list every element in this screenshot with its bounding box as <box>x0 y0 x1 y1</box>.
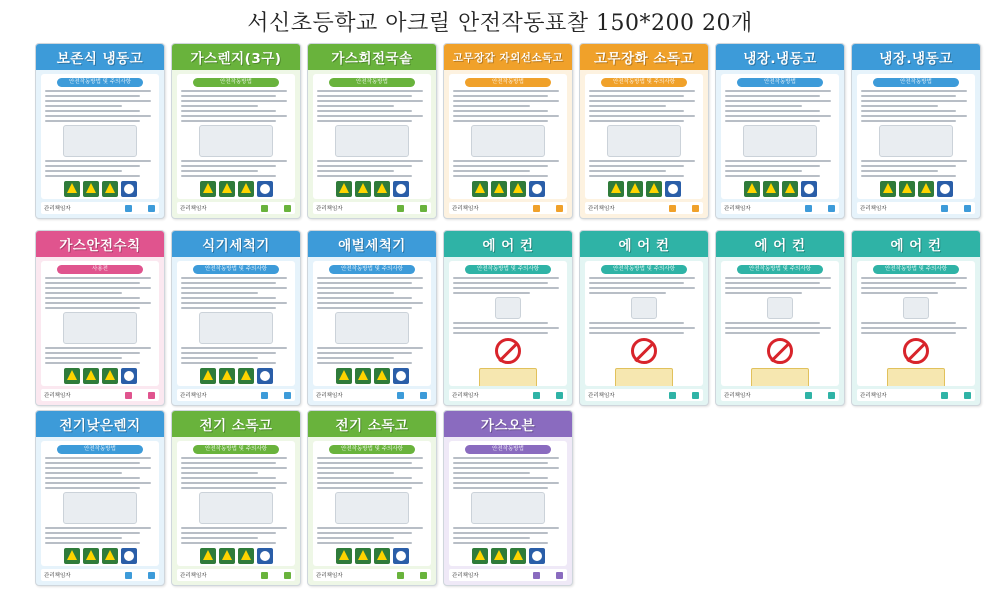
manager-square-primary <box>261 205 268 212</box>
section-label: 안전작동방법 <box>737 78 823 87</box>
manager-label: 관리책임자 <box>724 206 751 212</box>
section-label: 안전작동방법 <box>329 78 415 87</box>
manager-bar <box>177 202 295 214</box>
safety-icon-row <box>45 368 155 384</box>
equipment-illustration <box>335 492 409 524</box>
hazard-warning-icon <box>83 181 99 197</box>
sign-body <box>721 74 839 199</box>
aircon-illustration <box>767 297 793 319</box>
manager-label: 관리책임자 <box>588 393 615 399</box>
manager-bar <box>41 569 159 581</box>
manager-square-secondary <box>284 572 291 579</box>
sign-title: 에 어 컨 <box>716 231 844 257</box>
safety-icon-row <box>181 368 291 384</box>
manager-square-primary <box>533 572 540 579</box>
manager-square-secondary <box>828 205 835 212</box>
manager-label: 관리책임자 <box>180 573 207 579</box>
manager-square-secondary <box>148 392 155 399</box>
hazard-warning-icon <box>782 181 798 197</box>
hazard-warning-icon <box>238 548 254 564</box>
mandatory-action-icon <box>529 548 545 564</box>
sign-title: 에 어 컨 <box>444 231 572 257</box>
manager-bar <box>721 389 839 401</box>
safety-icon-row <box>45 548 155 564</box>
section-label: 안전작동방법 <box>873 78 959 87</box>
safety-sign-card <box>443 230 573 406</box>
safety-sign-card <box>35 410 165 586</box>
hazard-warning-icon <box>491 548 507 564</box>
mandatory-action-icon <box>257 181 273 197</box>
mandatory-action-icon <box>121 368 137 384</box>
equipment-illustration <box>879 125 953 157</box>
manager-square-primary <box>805 205 812 212</box>
manager-bar <box>41 202 159 214</box>
manager-label: 관리책임자 <box>452 573 479 579</box>
mandatory-action-icon <box>665 181 681 197</box>
sign-title: 전기 소독고 <box>172 411 300 437</box>
section-label: 안전작동방법 및 주의사항 <box>193 445 279 454</box>
manager-label: 관리책임자 <box>44 573 71 579</box>
equipment-illustration <box>607 125 681 157</box>
sign-body <box>313 74 431 199</box>
manager-bar <box>177 569 295 581</box>
hazard-warning-icon <box>200 368 216 384</box>
hazard-warning-icon <box>219 368 235 384</box>
safety-icon-row <box>181 181 291 197</box>
manager-label: 관리책임자 <box>44 206 71 212</box>
hazard-warning-icon <box>219 548 235 564</box>
manager-bar <box>857 389 975 401</box>
sign-title: 에 어 컨 <box>852 231 980 257</box>
equipment-illustration <box>743 125 817 157</box>
section-label: 안전작동방법 및 주의사항 <box>57 78 143 87</box>
manager-square-secondary <box>828 392 835 399</box>
sign-title: 전기낮은렌지 <box>36 411 164 437</box>
manager-square-secondary <box>692 392 699 399</box>
section-label: 안전작동방법 <box>57 445 143 454</box>
section-label: 안전작동방법 및 주의사항 <box>601 78 687 87</box>
manager-square-secondary <box>284 392 291 399</box>
hazard-warning-icon <box>608 181 624 197</box>
hazard-warning-icon <box>374 181 390 197</box>
warning-box <box>887 368 945 386</box>
hazard-warning-icon <box>374 368 390 384</box>
mandatory-action-icon <box>121 181 137 197</box>
hazard-warning-icon <box>472 181 488 197</box>
sign-body <box>177 441 295 566</box>
hazard-warning-icon <box>336 368 352 384</box>
sign-title: 가스오븐 <box>444 411 572 437</box>
prohibition-icon <box>631 338 657 364</box>
mandatory-action-icon <box>937 181 953 197</box>
safety-icon-row <box>317 368 427 384</box>
warning-box <box>615 368 673 386</box>
manager-square-primary <box>397 205 404 212</box>
manager-bar <box>449 389 567 401</box>
section-label: 안전작동방법 <box>465 445 551 454</box>
mandatory-action-icon <box>257 548 273 564</box>
manager-square-primary <box>125 572 132 579</box>
section-label: 안전작동방법 및 주의사항 <box>329 445 415 454</box>
manager-square-primary <box>941 392 948 399</box>
aircon-illustration <box>495 297 521 319</box>
manager-label: 관리책임자 <box>588 206 615 212</box>
sign-title: 애벌세척기 <box>308 231 436 257</box>
manager-square-secondary <box>420 572 427 579</box>
equipment-illustration <box>199 125 273 157</box>
safety-sign-card <box>715 230 845 406</box>
mandatory-action-icon <box>121 548 137 564</box>
equipment-illustration <box>63 492 137 524</box>
hazard-warning-icon <box>918 181 934 197</box>
manager-square-primary <box>669 205 676 212</box>
hazard-warning-icon <box>64 181 80 197</box>
safety-sign-card <box>307 410 437 586</box>
equipment-illustration <box>63 312 137 344</box>
sign-body <box>41 261 159 386</box>
page-title: 서신초등학교 아크릴 안전작동표찰 150*200 20개 <box>247 11 753 36</box>
manager-label: 관리책임자 <box>452 206 479 212</box>
manager-square-secondary <box>284 205 291 212</box>
sign-title: 가스렌지(3구) <box>172 44 300 70</box>
manager-square-primary <box>941 205 948 212</box>
manager-square-primary <box>397 392 404 399</box>
safety-sign-card <box>443 43 573 219</box>
safety-icon-row <box>317 548 427 564</box>
equipment-illustration <box>471 125 545 157</box>
hazard-warning-icon <box>102 548 118 564</box>
manager-square-secondary <box>556 572 563 579</box>
sign-body <box>313 441 431 566</box>
sign-title: 고무장화 소독고 <box>580 44 708 70</box>
manager-bar <box>585 389 703 401</box>
warning-box <box>751 368 809 386</box>
section-label: 안전작동방법 및 주의사항 <box>601 265 687 274</box>
hazard-warning-icon <box>744 181 760 197</box>
hazard-warning-icon <box>355 181 371 197</box>
safety-sign-card <box>579 43 709 219</box>
safety-sign-card <box>307 230 437 406</box>
equipment-illustration <box>63 125 137 157</box>
sign-title: 전기 소독고 <box>308 411 436 437</box>
sign-body <box>721 261 839 386</box>
equipment-illustration <box>335 312 409 344</box>
sign-title: 고무장갑 자외선소독고 <box>444 44 572 70</box>
sign-body <box>449 261 567 386</box>
sign-title: 냉장.냉동고 <box>852 44 980 70</box>
hazard-warning-icon <box>355 548 371 564</box>
manager-square-secondary <box>692 205 699 212</box>
safety-sign-card <box>715 43 845 219</box>
mandatory-action-icon <box>529 181 545 197</box>
safety-icon-row <box>453 181 563 197</box>
sign-body <box>41 441 159 566</box>
safety-sign-card <box>851 230 981 406</box>
aircon-illustration <box>631 297 657 319</box>
sign-body <box>449 441 567 566</box>
manager-bar <box>313 569 431 581</box>
manager-label: 관리책임자 <box>44 393 71 399</box>
sign-body <box>177 261 295 386</box>
hazard-warning-icon <box>102 368 118 384</box>
manager-square-primary <box>805 392 812 399</box>
manager-bar <box>313 389 431 401</box>
sign-body <box>313 261 431 386</box>
manager-square-primary <box>125 392 132 399</box>
safety-sign-card <box>579 230 709 406</box>
manager-label: 관리책임자 <box>860 393 887 399</box>
hazard-warning-icon <box>102 181 118 197</box>
hazard-warning-icon <box>200 181 216 197</box>
prohibition-icon <box>495 338 521 364</box>
hazard-warning-icon <box>880 181 896 197</box>
hazard-warning-icon <box>64 548 80 564</box>
safety-icon-row <box>725 181 835 197</box>
manager-bar <box>177 389 295 401</box>
safety-icon-row <box>317 181 427 197</box>
manager-square-secondary <box>556 205 563 212</box>
manager-square-secondary <box>964 205 971 212</box>
safety-sign-card <box>35 43 165 219</box>
sign-title: 에 어 컨 <box>580 231 708 257</box>
section-label: 안전작동방법 및 주의사항 <box>329 265 415 274</box>
hazard-warning-icon <box>472 548 488 564</box>
safety-sign-card <box>35 230 165 406</box>
safety-sign-card <box>851 43 981 219</box>
hazard-warning-icon <box>899 181 915 197</box>
hazard-warning-icon <box>238 181 254 197</box>
sign-body <box>857 74 975 199</box>
sign-title: 식기세척기 <box>172 231 300 257</box>
manager-bar <box>41 389 159 401</box>
section-label: 사용전 <box>57 265 143 274</box>
manager-square-primary <box>261 572 268 579</box>
safety-sign-card <box>443 410 573 586</box>
manager-bar <box>449 202 567 214</box>
manager-square-secondary <box>556 392 563 399</box>
manager-label: 관리책임자 <box>316 393 343 399</box>
manager-label: 관리책임자 <box>316 573 343 579</box>
manager-bar <box>585 202 703 214</box>
manager-square-primary <box>261 392 268 399</box>
mandatory-action-icon <box>393 181 409 197</box>
hazard-warning-icon <box>510 548 526 564</box>
section-label: 안전작동방법 <box>193 78 279 87</box>
manager-bar <box>857 202 975 214</box>
manager-square-primary <box>533 205 540 212</box>
warning-box <box>479 368 537 386</box>
manager-square-secondary <box>964 392 971 399</box>
hazard-warning-icon <box>336 548 352 564</box>
equipment-illustration <box>471 492 545 524</box>
manager-label: 관리책임자 <box>452 393 479 399</box>
manager-square-secondary <box>148 572 155 579</box>
aircon-illustration <box>903 297 929 319</box>
manager-bar <box>449 569 567 581</box>
manager-square-secondary <box>420 205 427 212</box>
hazard-warning-icon <box>83 368 99 384</box>
hazard-warning-icon <box>219 181 235 197</box>
sign-title: 가스안전수칙 <box>36 231 164 257</box>
hazard-warning-icon <box>64 368 80 384</box>
hazard-warning-icon <box>238 368 254 384</box>
manager-label: 관리책임자 <box>180 393 207 399</box>
manager-square-primary <box>125 205 132 212</box>
safety-sign-card <box>171 410 301 586</box>
section-label: 안전작동방법 및 주의사항 <box>465 265 551 274</box>
section-label: 안전작동방법 및 주의사항 <box>873 265 959 274</box>
prohibition-icon <box>767 338 793 364</box>
manager-label: 관리책임자 <box>860 206 887 212</box>
hazard-warning-icon <box>336 181 352 197</box>
section-label: 안전작동방법 및 주의사항 <box>737 265 823 274</box>
section-label: 안전작동방법 및 주의사항 <box>193 265 279 274</box>
sign-body <box>41 74 159 199</box>
sign-title: 냉장.냉동고 <box>716 44 844 70</box>
equipment-illustration <box>199 312 273 344</box>
manager-square-secondary <box>420 392 427 399</box>
hazard-warning-icon <box>83 548 99 564</box>
manager-bar <box>313 202 431 214</box>
safety-icon-row <box>861 181 971 197</box>
sign-title: 가스회전국솥 <box>308 44 436 70</box>
safety-sign-card <box>307 43 437 219</box>
safety-sign-card <box>171 43 301 219</box>
safety-icon-row <box>453 548 563 564</box>
manager-square-secondary <box>148 205 155 212</box>
manager-label: 관리책임자 <box>316 206 343 212</box>
mandatory-action-icon <box>393 368 409 384</box>
manager-label: 관리책임자 <box>724 393 751 399</box>
prohibition-icon <box>903 338 929 364</box>
sign-body <box>449 74 567 199</box>
sign-title: 보존식 냉동고 <box>36 44 164 70</box>
equipment-illustration <box>335 125 409 157</box>
manager-bar <box>721 202 839 214</box>
hazard-warning-icon <box>374 548 390 564</box>
manager-label: 관리책임자 <box>180 206 207 212</box>
safety-icon-row <box>181 548 291 564</box>
manager-square-primary <box>533 392 540 399</box>
hazard-warning-icon <box>355 368 371 384</box>
hazard-warning-icon <box>646 181 662 197</box>
manager-square-primary <box>397 572 404 579</box>
mandatory-action-icon <box>393 548 409 564</box>
hazard-warning-icon <box>491 181 507 197</box>
manager-square-primary <box>669 392 676 399</box>
hazard-warning-icon <box>200 548 216 564</box>
mandatory-action-icon <box>801 181 817 197</box>
section-label: 안전작동방법 <box>465 78 551 87</box>
mandatory-action-icon <box>257 368 273 384</box>
sign-body <box>177 74 295 199</box>
safety-sign-card <box>171 230 301 406</box>
sign-body <box>857 261 975 386</box>
hazard-warning-icon <box>763 181 779 197</box>
safety-icon-row <box>589 181 699 197</box>
equipment-illustration <box>199 492 273 524</box>
sign-body <box>585 74 703 199</box>
hazard-warning-icon <box>510 181 526 197</box>
hazard-warning-icon <box>627 181 643 197</box>
sign-body <box>585 261 703 386</box>
safety-icon-row <box>45 181 155 197</box>
